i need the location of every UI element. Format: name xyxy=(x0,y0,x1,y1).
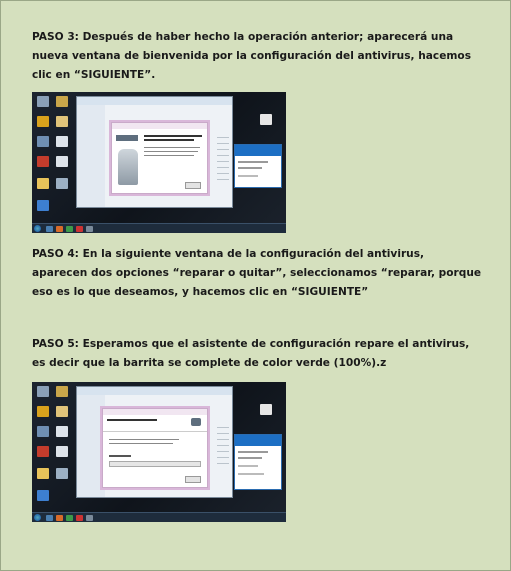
desktop-icon xyxy=(37,116,49,127)
document-icon xyxy=(260,404,272,415)
folder-icon xyxy=(56,116,68,127)
step-5-text: Esperamos que el asistente de configuración repare el antivirus, es decir que la barrita se complete de color verde (100%).z xyxy=(32,338,470,369)
document-icon xyxy=(260,114,272,125)
taskbar-icon[interactable] xyxy=(56,515,63,521)
taskbar-icon[interactable] xyxy=(46,226,53,232)
document-icon xyxy=(56,446,68,457)
chrome-icon xyxy=(37,446,49,457)
screenshot-step-3 xyxy=(32,92,286,233)
cancel-button[interactable] xyxy=(185,476,201,483)
taskbar-icon[interactable] xyxy=(66,226,73,232)
document-icon xyxy=(56,136,68,147)
document-icon xyxy=(56,156,68,167)
step-3-text: Después de haber hecho la operación anterior; aparecerá una nueva ventana de bienvenida por la configuración del antivirus, hacemos clic en “SIGUIENTE”. xyxy=(32,31,471,81)
taskbar xyxy=(32,512,286,522)
desktop-icon xyxy=(37,200,49,211)
taskbar-icon[interactable] xyxy=(76,515,83,521)
taskbar-icon[interactable] xyxy=(86,515,93,521)
taskbar xyxy=(32,223,286,233)
step-3-label: PASO 3: xyxy=(32,31,79,43)
step-4-text: En la siguiente ventana de la configuración del antivirus, aparecen dos opciones “reparar o quitar”, seleccionamos “reparar, porque eso es lo que deseamos, y hacemos clic en “SIGUIENTE” xyxy=(32,248,482,298)
desktop-icon xyxy=(37,386,49,397)
desktop-icon xyxy=(56,178,68,189)
taskbar-icon[interactable] xyxy=(76,226,83,232)
taskbar-icon[interactable] xyxy=(56,226,63,232)
chrome-icon xyxy=(37,156,49,167)
desktop-icon xyxy=(37,426,49,437)
step-5-paragraph xyxy=(32,335,482,373)
desktop-icon xyxy=(37,96,49,107)
eset-setup-dialog xyxy=(111,122,208,194)
folder-icon xyxy=(56,96,68,107)
screenshot-step-5 xyxy=(32,382,286,522)
teamviewer-panel xyxy=(234,144,282,188)
document-icon xyxy=(56,426,68,437)
eset-logo xyxy=(116,135,138,141)
folder-icon xyxy=(56,406,68,417)
next-button[interactable] xyxy=(185,182,201,189)
eset-repair-dialog xyxy=(102,408,208,488)
taskbar-icon[interactable] xyxy=(86,226,93,232)
step-4-paragraph xyxy=(32,245,482,302)
desktop-icon xyxy=(56,468,68,479)
eset-logo xyxy=(191,418,201,426)
step-3-paragraph xyxy=(32,28,482,85)
teamviewer-panel xyxy=(234,434,282,490)
start-button[interactable] xyxy=(34,514,41,521)
start-button[interactable] xyxy=(34,225,41,232)
taskbar-icon[interactable] xyxy=(66,515,73,521)
progress-bar xyxy=(109,461,201,467)
folder-icon xyxy=(37,178,49,189)
desktop-icon xyxy=(37,406,49,417)
folder-icon xyxy=(56,386,68,397)
folder-icon xyxy=(37,468,49,479)
desktop-icon xyxy=(37,136,49,147)
step-4-label: PASO 4: xyxy=(32,248,79,260)
robot-illustration xyxy=(118,149,138,185)
step-5-label: PASO 5: xyxy=(32,338,79,350)
taskbar-icon[interactable] xyxy=(46,515,53,521)
desktop-icon xyxy=(37,490,49,501)
